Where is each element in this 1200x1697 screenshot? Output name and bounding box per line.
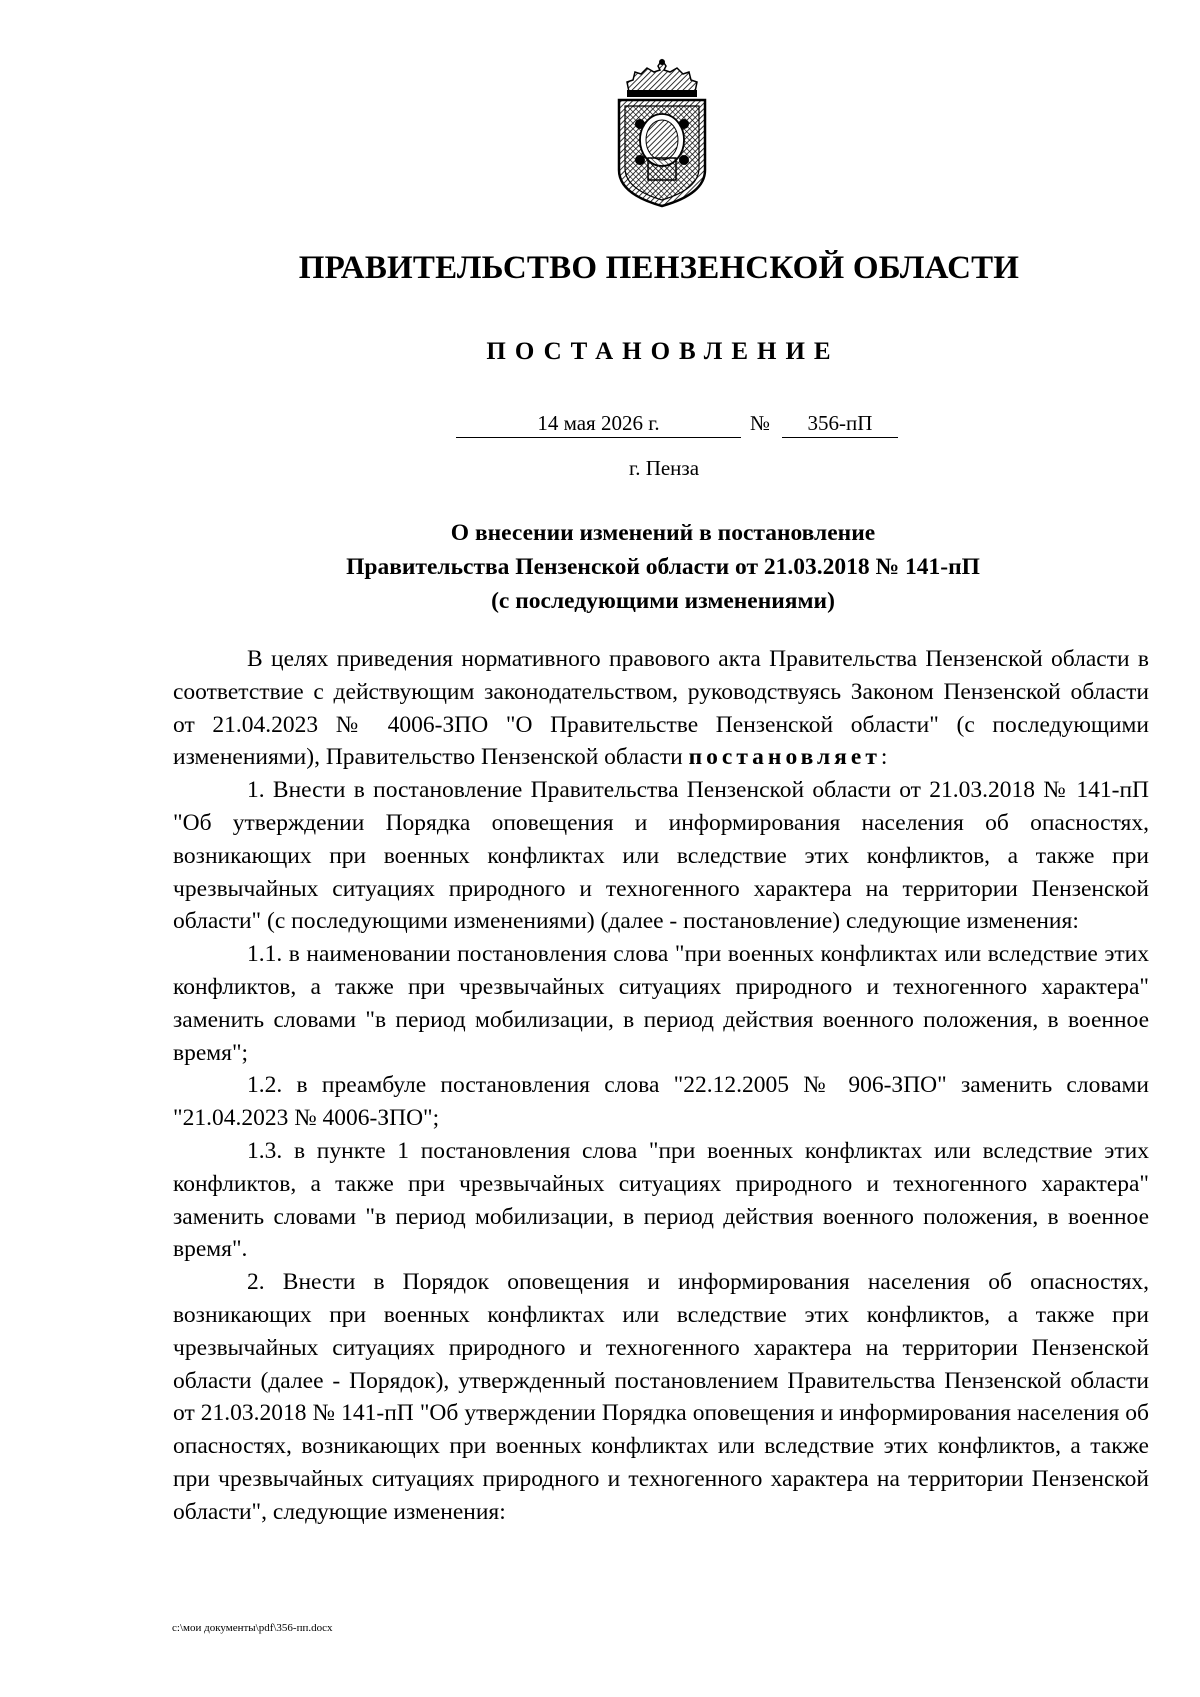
title-line-3: (с последующими изменениями) xyxy=(491,588,835,614)
document-date: 14 мая 2026 г. xyxy=(456,411,741,438)
paragraph-1: 1. Внести в постановление Правительства Пензенской области от 21.03.2018 № 141-пП "Об утверждении Порядка оповещения и информирования населения об опасностях, возникающих при военных конфликтах или вследствие этих конфликтов, а также при чрезвычайных ситуациях природного и техногенного характера на территории Пензенской области" (с последующими изменениями) (далее - постановление) следующие изменения: xyxy=(173,777,1149,935)
preamble-paragraph xyxy=(173,643,1149,774)
preamble-text: В целях приведения нормативного правового акта Правительства Пензенской области в соответствие с действующим законодательством, руководствуясь Законом Пензенской области от 21.04.2023 № 4006-ЗПО "О Правительстве Пензенской области" (с последующими изменениями), Правительство Пензенской области xyxy=(173,646,1149,771)
document-type: ПОСТАНОВЛЕНИЕ xyxy=(486,338,840,365)
document-city: г. Пенза xyxy=(628,456,700,480)
number-sign: № xyxy=(749,411,771,435)
coat-of-arms-icon xyxy=(607,58,717,210)
paragraph-1-3: 1.3. в пункте 1 постановления слова "при военных конфликтах или вследствие этих конфликтов, а также при чрезвычайных ситуациях природного и техногенного характера" заменить словами "в период мобилизации, в период действия военного положения, в военное время". xyxy=(173,1137,1149,1263)
paragraph-1-1: 1.1. в наименовании постановления слова "при военных конфликтах или вследствие этих конфликтов, а также при чрезвычайных ситуациях природного и техногенного характера" заменить словами "в период мобилизации, в период действия военного положения, в военное время"; xyxy=(173,941,1149,1066)
document-number: 356-пП xyxy=(782,411,898,438)
paragraph-1-2: 1.2. в преамбуле постановления слова "22.12.2005 № 906-ЗПО" заменить словами "21.04.2023 № 4006-ЗПО"; xyxy=(173,1072,1149,1132)
document-body xyxy=(173,643,1149,1529)
decree-colon: : xyxy=(880,744,888,771)
title-line-2: Правительства Пензенской области от 21.03.2018 № 141-пП xyxy=(346,554,980,580)
document-title xyxy=(0,516,1200,618)
decree-word: постановляет xyxy=(688,744,881,771)
title-line-1: О внесении изменений в постановление xyxy=(450,520,876,546)
organization-name: ПРАВИТЕЛЬСТВО ПЕНЗЕНСКОЙ ОБЛАСТИ xyxy=(298,250,1020,286)
file-path-footer: c:\мои документы\pdf\356-пп.docx xyxy=(172,1622,333,1634)
paragraph-2: 2. Внести в Порядок оповещения и информирования населения об опасностях, возникающих при военных конфликтах или вследствие этих конфликтов, а также при чрезвычайных ситуациях природного и техногенного характера на территории Пензенской области (далее - Порядок), утвержденный постановлением Правительства Пензенской области от 21.03.2018 № 141-пП "Об утверждении Порядка оповещения и информирования населения об опасностях, возникающих при военных конфликтах или вследствие этих конфликтов, а также при чрезвычайных ситуациях природного и техногенного характера на территории Пензенской области", следующие изменения: xyxy=(173,1269,1149,1525)
